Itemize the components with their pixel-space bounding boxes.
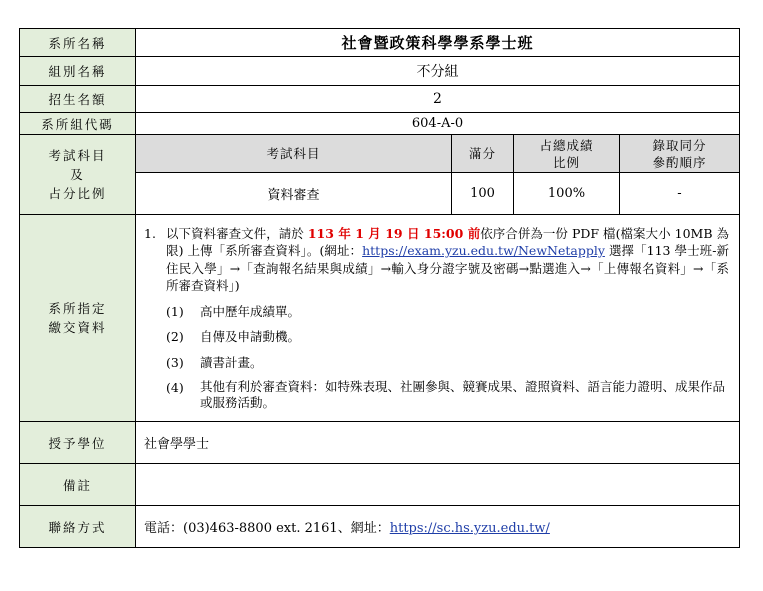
quota-label: 招生名額: [20, 86, 136, 113]
ratio-header-line1: 占總成績: [539, 137, 594, 153]
code-value: 604-A-0: [136, 113, 740, 135]
full-score-value: 100: [452, 173, 514, 215]
code-label: 系所組代碼: [20, 113, 136, 135]
remarks-value: [136, 464, 740, 506]
docs-intro-part-a: 以下資料審查文件，請於: [166, 225, 308, 241]
docs-item-text: 其他有利於審查資料：如特殊表現、社團參與、競賽成果、證照資料、語言能力證明、成果作品或服務活動。: [200, 379, 726, 411]
docs-item-number: (1): [166, 303, 184, 319]
ratio-header: [514, 135, 620, 173]
row-dept-name: [20, 29, 740, 57]
row-exam-header: [20, 135, 740, 173]
docs-label: [20, 215, 136, 422]
full-score-header: 滿分: [452, 135, 514, 173]
row-group-name: [20, 57, 740, 86]
contact-phone: 電話：(03)463-8800 ext. 2161、網址：: [144, 521, 390, 536]
docs-item: [166, 303, 729, 321]
ratio-value: 100%: [514, 173, 620, 215]
docs-label-line2: 繳交資料: [48, 320, 107, 335]
degree-value: 社會學學士: [136, 422, 740, 464]
dept-website-link[interactable]: https://sc.hs.yzu.edu.tw/: [389, 521, 550, 536]
tiebreak-header-line1: 錄取同分: [652, 137, 707, 153]
docs-item-number: (3): [166, 354, 184, 370]
row-docs: [20, 215, 740, 422]
docs-intro-part-c: 選擇「113 學士班-新住民入學」→「查詢報名結果與成績」→輸入身分證字號及密碼→點選進入→「上傳報名資料」→「系所審查資料」): [166, 243, 730, 294]
group-name-value: 不分組: [136, 57, 740, 86]
tiebreak-header-line2: 參酌順序: [652, 154, 707, 170]
row-degree: [20, 422, 740, 464]
degree-label: 授予學位: [20, 422, 136, 464]
docs-label-line1: 系所指定: [48, 301, 107, 316]
docs-intro-number: 1.: [144, 225, 156, 241]
row-code: [20, 113, 740, 135]
docs-item-text: 高中歷年成績單。: [200, 303, 301, 319]
contact-value: [136, 506, 740, 548]
docs-deadline: 113 年 1 月 19 日 15:00 前: [307, 225, 481, 241]
exam-subject-header: 考試科目: [136, 135, 452, 173]
docs-content: [136, 215, 740, 422]
exam-portal-link[interactable]: https://exam.yzu.edu.tw/NewNetapply: [362, 243, 605, 259]
docs-intro-part-b: 依序合併為一份 PDF 檔(檔案大小 10MB 為限) 上傳「系所審查資料」。(網址：: [166, 225, 730, 259]
remarks-label: 備註: [20, 464, 136, 506]
docs-intro-text: [166, 225, 729, 295]
exam-subject-value: 資料審查: [136, 173, 452, 215]
docs-item-number: (4): [166, 380, 184, 396]
row-quota: [20, 86, 740, 113]
exam-label-line1: 考試科目: [48, 148, 107, 163]
contact-label: 聯絡方式: [20, 506, 136, 548]
exam-label-line3: 占分比例: [48, 186, 107, 201]
row-remarks: [20, 464, 740, 506]
row-contact: [20, 506, 740, 548]
docs-item-text: 讀書計畫。: [200, 354, 263, 370]
docs-item-text: 自傳及申請動機。: [200, 329, 301, 345]
exam-label-line2: 及: [70, 167, 85, 182]
dept-name-label: 系所名稱: [20, 29, 136, 57]
docs-item-number: (2): [166, 329, 184, 345]
docs-item: [166, 328, 729, 346]
tiebreak-value: -: [620, 173, 740, 215]
docs-intro: [144, 225, 729, 295]
admission-info-table: [19, 28, 740, 548]
quota-value: 2: [136, 86, 740, 113]
docs-item: [166, 379, 729, 411]
dept-name-value: 社會暨政策科學學系學士班: [136, 29, 740, 57]
tiebreak-header: [620, 135, 740, 173]
ratio-header-line2: 比例: [552, 154, 580, 170]
exam-label: [20, 135, 136, 215]
group-name-label: 組別名稱: [20, 57, 136, 86]
docs-item: [166, 354, 729, 372]
